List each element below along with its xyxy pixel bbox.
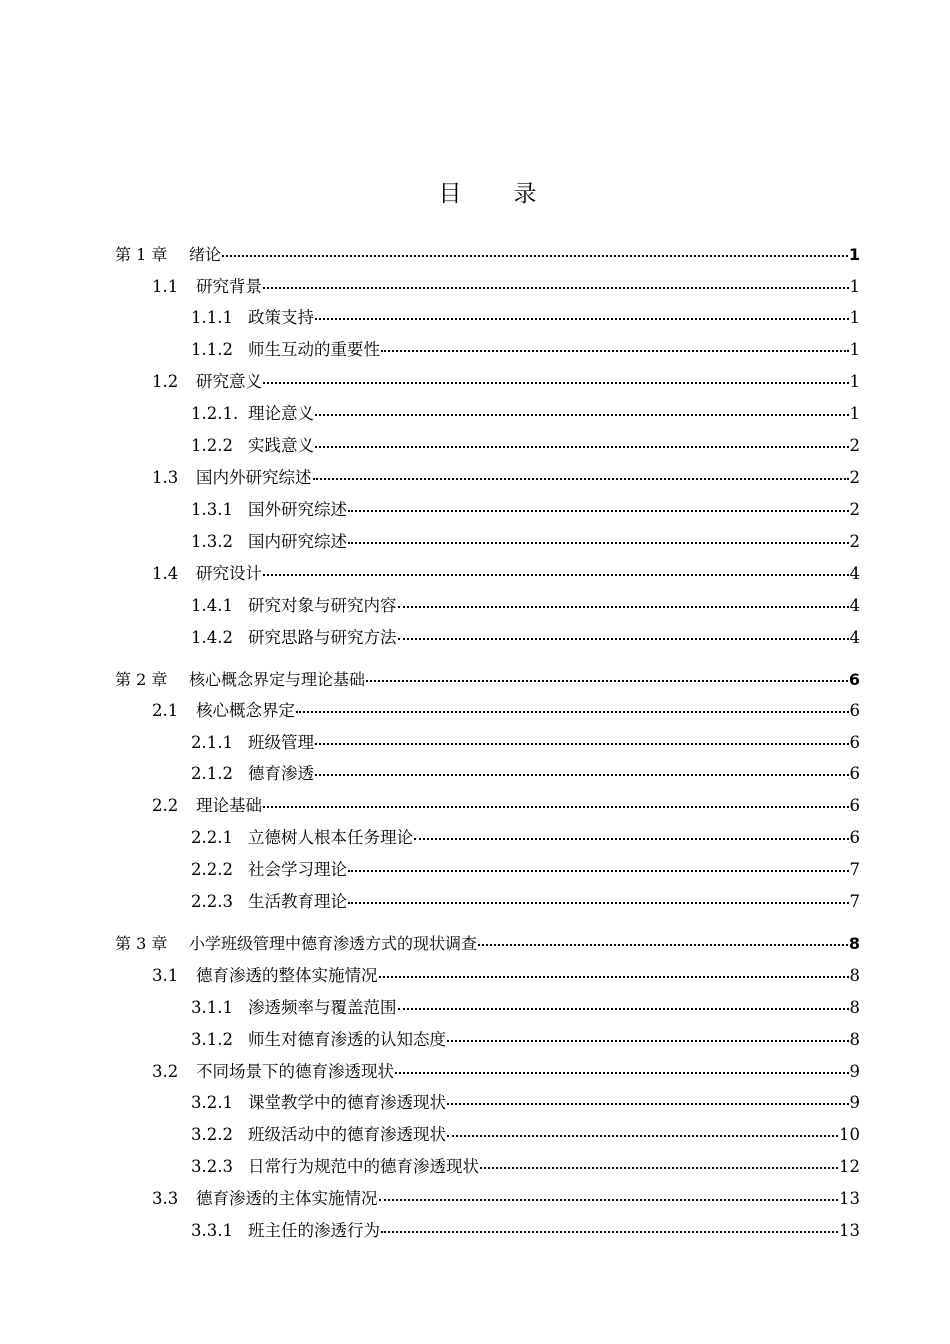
toc-dot-leader [398,628,849,640]
toc-entry-title: 核心概念界定与理论基础 [189,670,366,689]
toc-dot-leader [398,998,849,1010]
toc-entry-number: 2.1.1 [191,733,233,752]
toc-entry-title: 国内研究综述 [248,532,347,551]
toc-entry-number: 2.2.1 [191,828,233,847]
toc-entry-page-number: 9 [849,1093,860,1112]
toc-entry-title: 渗透频率与覆盖范围 [248,998,397,1017]
toc-entry-page-number: 8 [849,998,860,1017]
toc-entry-number: 2.1.2 [191,764,233,783]
toc-entry[interactable] [152,561,860,587]
toc-entry[interactable] [191,995,860,1021]
toc-entry-number: 1.2 [152,372,179,391]
toc-entry[interactable] [191,1027,860,1053]
toc-entry-title: 德育渗透 [248,764,314,783]
toc-dot-leader [263,796,849,808]
toc-entry-number: 3.2 [152,1062,179,1081]
toc-entry-page-number: 12 [839,1157,860,1176]
toc-entry[interactable] [152,793,860,819]
toc-entry-number: 3.1.1 [191,998,233,1017]
toc-dot-leader [395,1062,849,1074]
title-char-right: 录 [513,181,537,207]
toc-entry-page-number: 1 [849,277,860,296]
toc-entry-title: 师生对德育渗透的认知态度 [248,1030,446,1049]
toc-entry[interactable] [191,1122,860,1148]
toc-entry-page-number: 13 [839,1189,860,1208]
toc-entry-page-number: 13 [839,1221,860,1240]
toc-dot-leader [414,828,849,840]
toc-entry[interactable] [191,433,860,459]
toc-entry[interactable] [152,465,860,491]
toc-dot-leader [222,245,848,257]
toc-entry-page-number: 10 [839,1125,860,1144]
toc-entry-page-number: 1 [848,245,860,264]
toc-entry-number: 3.3 [152,1189,179,1208]
toc-entry-title: 生活教育理论 [248,892,347,911]
toc-entry-title: 社会学习理论 [248,860,347,879]
toc-entry-page-number: 6 [849,733,860,752]
toc-entry-title: 政策支持 [248,308,314,327]
toc-entry-title: 研究背景 [196,277,262,296]
toc-entry-number: 第 2 章 [115,670,168,689]
toc-dot-leader [348,532,849,544]
toc-entry-number: 1.2.2 [191,436,233,455]
toc-entry-page-number: 2 [849,436,860,455]
toc-entry[interactable] [191,337,860,363]
toc-entry[interactable] [191,889,860,915]
toc-entry-title: 班主任的渗透行为 [248,1221,380,1240]
toc-entry-number: 3.2.2 [191,1125,233,1144]
toc-entry-page-number: 2 [849,532,860,551]
toc-entry-title: 小学班级管理中德育渗透方式的现状调查 [189,934,478,953]
toc-entry[interactable] [152,1186,860,1212]
toc-entry-page-number: 2 [849,500,860,519]
toc-dot-leader [381,1221,838,1233]
toc-entry-number: 3.2.3 [191,1157,233,1176]
toc-entry[interactable] [152,963,860,989]
toc-dot-leader [447,1125,838,1137]
toc-entry-number: 1.1.2 [191,340,233,359]
toc-entry[interactable] [191,730,860,756]
toc-entry-number: 1.4.1 [191,596,233,615]
toc-entry-title: 理论意义 [248,404,314,423]
toc-entry-number: 1.3 [152,468,179,487]
toc-entry-page-number: 8 [848,934,860,953]
toc-entry[interactable] [191,305,860,331]
toc-entry-title: 德育渗透的主体实施情况 [196,1189,378,1208]
toc-entry-title: 班级活动中的德育渗透现状 [248,1125,446,1144]
title-char-left: 目 [438,181,462,207]
toc-entry[interactable] [115,931,860,957]
toc-entry-number: 第 3 章 [115,934,168,953]
toc-entry-page-number: 6 [849,828,860,847]
toc-entry-title: 立德树人根本任务理论 [248,828,413,847]
toc-entry-number: 3.1.2 [191,1030,233,1049]
toc-dot-leader [447,1030,849,1042]
toc-entry-page-number: 2 [849,468,860,487]
toc-dot-leader [480,1157,838,1169]
toc-entry-title: 研究对象与研究内容 [248,596,397,615]
toc-entry-number: 1.3.1 [191,500,233,519]
toc-dot-leader [263,277,849,289]
toc-entry-page-number: 6 [848,670,860,689]
toc-entry-title: 国内外研究综述 [196,468,312,487]
toc-dot-leader [379,966,849,978]
toc-dot-leader [381,340,849,352]
toc-entry[interactable] [191,529,860,555]
toc-entry[interactable] [191,1154,860,1180]
toc-dot-leader [348,500,849,512]
toc-dot-leader [366,670,848,682]
toc-entry-title: 国外研究综述 [248,500,347,519]
toc-entry-page-number: 1 [849,340,860,359]
toc-entry-page-number: 7 [849,860,860,879]
toc-entry[interactable] [191,761,860,787]
toc-entry-number: 3.2.1 [191,1093,233,1112]
toc-entry[interactable] [191,857,860,883]
toc-dot-leader [263,372,849,384]
toc-entry-page-number: 9 [849,1062,860,1081]
toc-entry-title: 师生互动的重要性 [248,340,380,359]
toc-entry-page-number: 6 [849,796,860,815]
toc-entry-number: 2.1 [152,701,179,720]
toc-dot-leader [315,733,849,745]
toc-dot-leader [447,1093,849,1105]
toc-dot-leader [478,934,848,946]
toc-entry-title: 核心概念界定 [196,701,295,720]
toc-dot-leader [313,468,849,480]
toc-dot-leader [348,860,849,872]
toc-entry-page-number: 6 [849,764,860,783]
toc-entry-page-number: 1 [849,308,860,327]
toc-dot-leader [379,1189,839,1201]
toc-entry-number: 1.4 [152,564,179,583]
toc-entry-page-number: 4 [849,564,860,583]
toc-entry[interactable] [191,825,860,851]
toc-entry-number: 2.2.3 [191,892,233,911]
toc-entry-number: 1.4.2 [191,628,233,647]
toc-entry-number: 第 1 章 [115,245,168,264]
toc-entry[interactable] [152,274,860,300]
toc-dot-leader [296,701,849,713]
toc-dot-leader [263,564,849,576]
toc-entry-title: 研究设计 [196,564,262,583]
toc-dot-leader [398,596,849,608]
toc-entry-page-number: 7 [849,892,860,911]
toc-dot-leader [315,764,849,776]
toc-entry[interactable] [191,401,860,427]
toc-entry[interactable] [152,698,860,724]
toc-entry[interactable] [115,242,860,268]
toc-entry-number: 1.1 [152,277,179,296]
toc-dot-leader [315,404,849,416]
toc-entry-title: 理论基础 [196,796,262,815]
toc-dot-leader [315,308,849,320]
toc-entry[interactable] [191,625,860,651]
toc-entry[interactable] [191,593,860,619]
toc-entry[interactable] [152,369,860,395]
toc-entry-page-number: 4 [849,596,860,615]
toc-entry-title: 研究思路与研究方法 [248,628,397,647]
toc-entry-number: 2.2.2 [191,860,233,879]
toc-entry-number: 1.2.1. [191,404,239,423]
toc-entry-title: 课堂教学中的德育渗透现状 [248,1093,446,1112]
toc-dot-leader [348,892,849,904]
toc-entry-number: 1.1.1 [191,308,233,327]
toc-entry-title: 日常行为规范中的德育渗透现状 [248,1157,479,1176]
toc-entry[interactable] [191,1090,860,1116]
toc-entry[interactable] [191,497,860,523]
toc-entry[interactable] [191,1218,860,1244]
toc-entry-number: 1.3.2 [191,532,233,551]
toc-entry[interactable] [152,1059,860,1085]
toc-dot-leader [315,436,849,448]
toc-entry-page-number: 6 [849,701,860,720]
toc-entry-title: 班级管理 [248,733,314,752]
toc-entry[interactable] [115,667,860,693]
toc-entry-number: 3.1 [152,966,179,985]
toc-entry-number: 2.2 [152,796,179,815]
toc-entry-title: 德育渗透的整体实施情况 [196,966,378,985]
toc-entry-title: 绪论 [189,245,222,264]
toc-entry-title: 实践意义 [248,436,314,455]
toc-entry-page-number: 1 [849,404,860,423]
toc-entry-number: 3.3.1 [191,1221,233,1240]
toc-entry-title: 研究意义 [196,372,262,391]
toc-entry-page-number: 8 [849,1030,860,1049]
toc-entry-page-number: 8 [849,966,860,985]
toc-entry-title: 不同场景下的德育渗透现状 [196,1062,394,1081]
toc-entry-page-number: 4 [849,628,860,647]
toc-entry-page-number: 1 [849,372,860,391]
